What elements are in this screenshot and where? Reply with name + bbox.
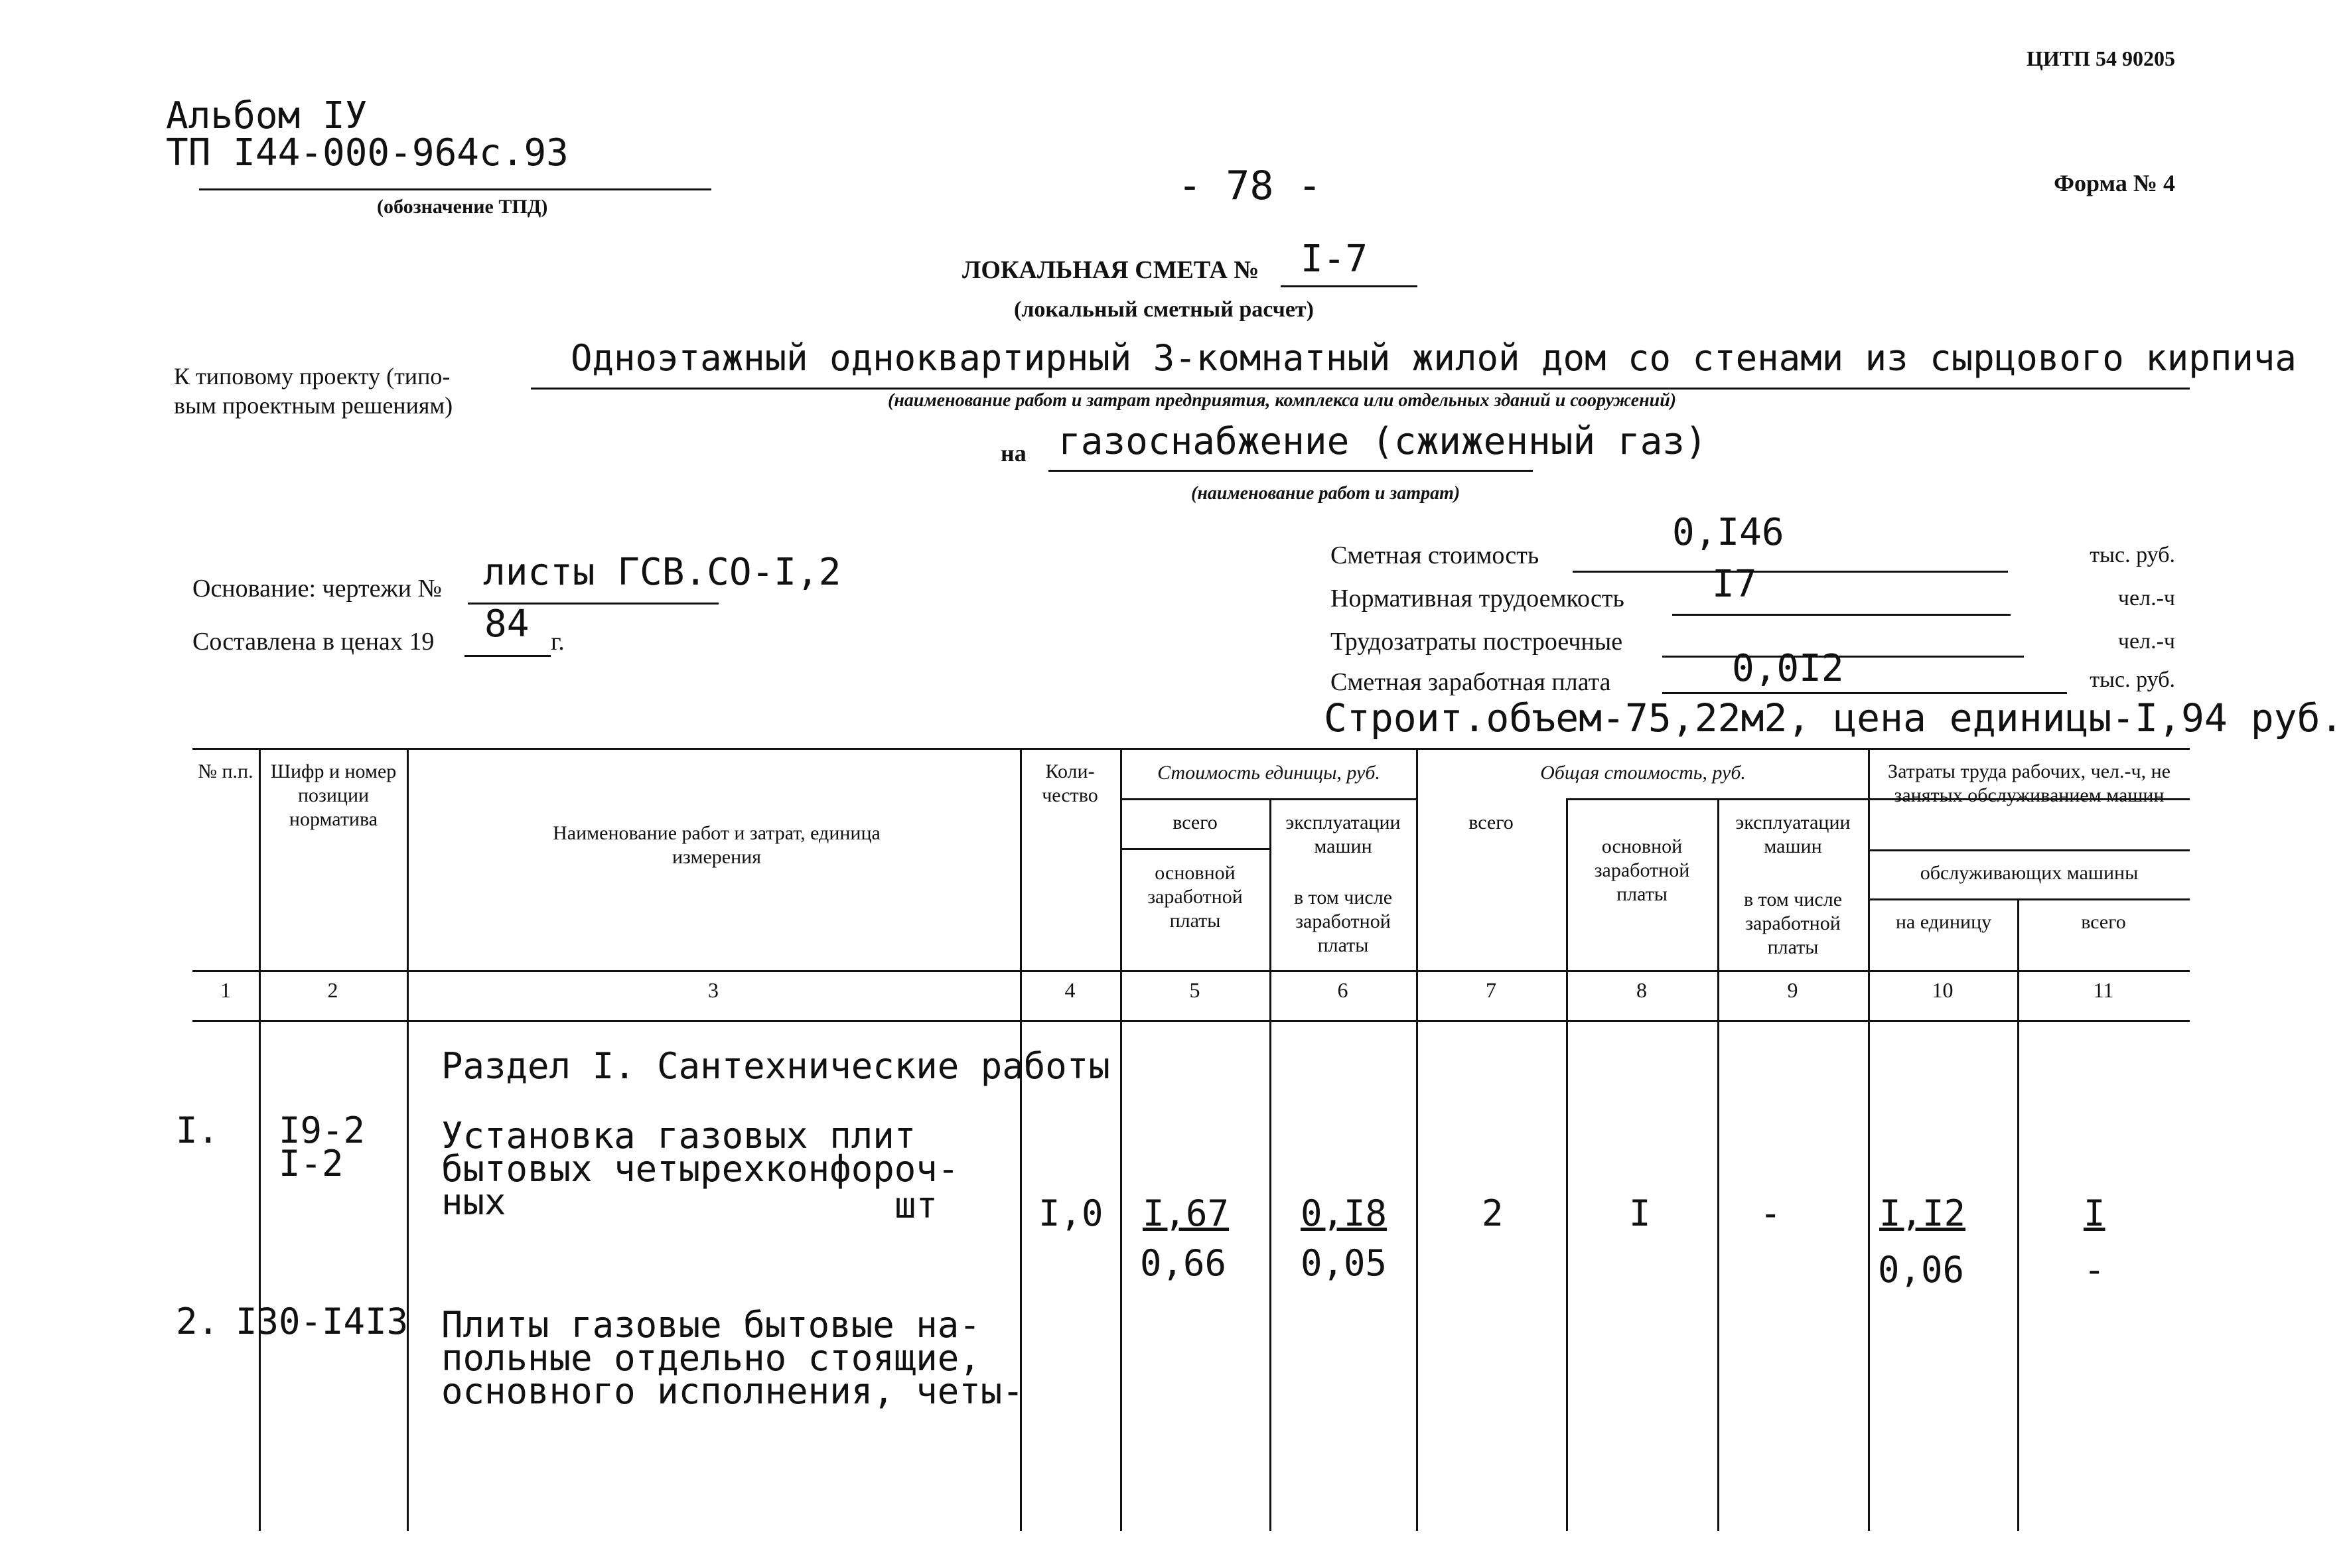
header-labor: Затраты труда рабочих, чел.-ч, не занятых обслуживанием машин [1888, 760, 2171, 806]
header-total-machines-wage: в том числе заработной платы [1743, 889, 1843, 958]
header-total-machines: эксплуатации машин [1735, 812, 1851, 857]
column-number-5: 5 [1189, 978, 1200, 1002]
labor-machine-top [1868, 849, 2190, 851]
album-line-1: Альбом IУ [166, 94, 368, 137]
estimate-number: I-7 [1301, 238, 1368, 281]
header-qty: Коли- чество [1042, 760, 1098, 806]
header-no: № п.п. [198, 760, 253, 782]
header-name: Наименование работ и затрат, единица измерения [553, 822, 881, 868]
header-unit-machines-wage: в том числе заработной платы [1293, 887, 1393, 956]
row-name-line-3: основного исполнения, четы- [441, 1370, 1024, 1412]
labor-site-unit: чел.-ч [2117, 629, 2175, 654]
row-code-line-1: I9-2 [279, 1109, 366, 1151]
section-title: Раздел I. Сантехнические работы [441, 1045, 1110, 1087]
wage-label: Сметная заработная плата [1330, 668, 1611, 696]
table-top-border [192, 748, 2190, 750]
col-line-2 [407, 748, 409, 1531]
column-number-10: 10 [1932, 978, 1954, 1002]
estimated-cost-underline [1573, 571, 2008, 573]
row-name-line-1: Плиты газовые бытовые на- [441, 1304, 981, 1346]
works-hint: (наименование работ и затрат) [1191, 483, 1460, 504]
header-code: Шифр и номер позиции норматива [270, 760, 397, 830]
column-number-3: 3 [708, 978, 719, 1002]
page-number: - 78 - [1178, 163, 1322, 209]
row-unit-machines-wage: 0,05 [1301, 1242, 1388, 1284]
unit-total-split [1120, 848, 1269, 850]
estimated-cost-value: 0,I46 [1672, 511, 1784, 554]
basis-value: листы ГСВ.СО-I,2 [483, 551, 841, 594]
row-total-all: 2 [1482, 1192, 1504, 1234]
row-name-line-3: ных [441, 1181, 506, 1223]
column-number-6: 6 [1337, 978, 1348, 1002]
works-value: газоснабжение (сжиженный газ) [1058, 420, 1707, 463]
estimate-title-label: ЛОКАЛЬНАЯ СМЕТА № [962, 256, 1259, 284]
row-labor-total: I [2084, 1192, 2105, 1234]
row-labor-per-unit: I,I2 [1879, 1192, 1966, 1234]
col-line-3 [1020, 748, 1022, 1531]
header-labor-per-unit: на единицу [1895, 911, 1992, 933]
header-total-base-wage: основной заработной платы [1594, 835, 1690, 905]
labor-site-label: Трудозатраты построечные [1330, 628, 1623, 656]
wage-unit: тыс. руб. [2090, 668, 2175, 692]
row-total-base-wage: I [1629, 1192, 1651, 1234]
estimated-cost-label: Сметная стоимость [1330, 541, 1539, 569]
project-label-line-2: вым проектным решениям) [174, 392, 453, 419]
header-bottom-border [192, 970, 2190, 972]
project-label-line-1: К типовому проекту (типо- [174, 363, 451, 390]
col-line-1 [259, 748, 261, 1531]
unit-cost-sub-border [1120, 798, 1416, 800]
row-no: 2. [176, 1301, 220, 1342]
works-underline [1048, 470, 1533, 472]
row-name-line-2: бытовых четырехконфороч- [441, 1148, 960, 1190]
column-number-4: 4 [1064, 978, 1076, 1002]
row-code-line-2: I-2 [279, 1143, 344, 1184]
form-number: Форма № 4 [2054, 170, 2175, 196]
wage-value: 0,0I2 [1732, 647, 1844, 690]
column-number-7: 7 [1486, 978, 1496, 1002]
album-caption: (обозначение ТПД) [377, 196, 548, 218]
header-labor-machine: обслуживающих машины [1920, 862, 2139, 884]
row-total-machines: - [1760, 1192, 1782, 1234]
labor-norm-unit: чел.-ч [2117, 586, 2175, 610]
column-number-9: 9 [1787, 978, 1798, 1002]
labor-machine-bottom [1868, 898, 2190, 900]
row-name-line-2: польные отдельно стоящие, [441, 1337, 981, 1379]
column-number-8: 8 [1636, 978, 1647, 1002]
header-total-cost: Общая стоимость, руб. [1540, 762, 1746, 784]
column-number-11: 11 [2093, 978, 2114, 1002]
estimated-cost-unit: тыс. руб. [2090, 543, 2175, 567]
row-no: I. [176, 1109, 220, 1151]
header-unit-total: всего [1173, 812, 1218, 833]
header-unit-base-wage: основной заработной платы [1147, 862, 1243, 932]
project-hint: (наименование работ и затрат предприятия, комплекса или отдельных зданий и сооружений) [888, 390, 1677, 411]
estimate-number-underline [1281, 285, 1417, 287]
album-underline [199, 188, 711, 190]
col-line-6 [1416, 748, 1418, 1531]
header-total-all: всего [1468, 812, 1514, 833]
labor-norm-label: Нормативная трудоемкость [1330, 585, 1624, 612]
estimate-subtitle: (локальный сметный расчет) [1014, 297, 1314, 322]
prices-suffix: г. [551, 628, 565, 656]
labor-norm-value: I7 [1712, 563, 1757, 606]
row-qty: I,0 [1038, 1192, 1103, 1234]
header-labor-total: всего [2081, 911, 2126, 933]
prices-year: 84 [484, 603, 530, 646]
project-value: Одноэтажный одноквартирный 3-комнатный жилой дом со стенами из сырцового кирпича [571, 337, 2297, 379]
works-label: на [1001, 440, 1027, 466]
header-unit-cost: Стоимость единицы, руб. [1157, 762, 1380, 784]
row-labor-per-unit-machine: 0,06 [1878, 1249, 1965, 1291]
header-unit-machines: эксплуатации машин [1285, 812, 1401, 857]
column-number-2: 2 [327, 978, 338, 1002]
album-line-2: ТП I44-000-964с.93 [166, 131, 569, 175]
column-number-1: 1 [220, 978, 231, 1002]
basis-label: Основание: чертежи № [192, 575, 442, 603]
project-underline [531, 388, 2190, 390]
prices-label: Составлена в ценах 19 [192, 628, 435, 656]
row-unit-machines: 0,I8 [1301, 1192, 1388, 1234]
column-numbers-bottom [192, 1020, 2190, 1022]
row-unit-base-wage: 0,66 [1140, 1242, 1227, 1284]
row-unit-total: I,67 [1143, 1192, 1230, 1234]
row-name-line-1: Установка газовых плит [441, 1115, 916, 1157]
row-code-line-1: I30-I4I3 [236, 1301, 409, 1342]
row-unit: шт [894, 1184, 938, 1226]
document-code: ЦИТП 54 90205 [2026, 46, 2175, 70]
prices-year-underline [464, 655, 551, 657]
row-labor-total-machine: - [2084, 1249, 2105, 1291]
wage-underline [1662, 692, 2067, 694]
col-line-7 [1566, 798, 1568, 1531]
volume-note: Строит.объем-75,22м2, цена единицы-I,94 руб. [1324, 695, 2344, 741]
labor-norm-underline [1672, 614, 2011, 616]
